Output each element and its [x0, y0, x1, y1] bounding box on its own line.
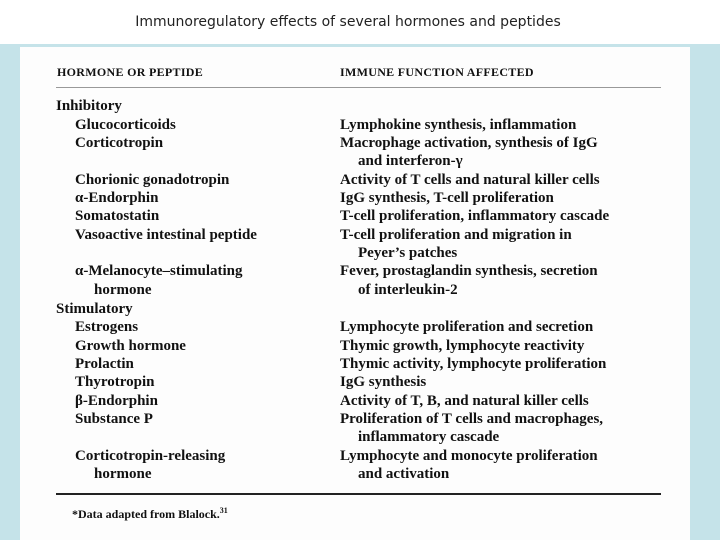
footnote [72, 506, 228, 522]
category-stimulatory: Stimulatory [56, 301, 133, 317]
hormone-growth-hormone: Growth hormone [75, 338, 186, 354]
hormone-vip: Vasoactive intestinal peptide [75, 227, 257, 243]
function-prolactin: Thymic activity, lymphocyte proliferation [340, 356, 607, 372]
footnote-ref: 31 [219, 506, 228, 515]
column-header-immune-function: IMMUNE FUNCTION AFFECTED [340, 65, 534, 79]
hormone-chorionic-gonadotropin: Chorionic gonadotropin [75, 172, 230, 188]
hormone-beta-endorphin: β-Endorphin [75, 393, 158, 409]
function-alpha-endorphin: IgG synthesis, T-cell proliferation [340, 190, 554, 206]
scanned-table-page [20, 47, 690, 540]
function-thyrotropin: IgG synthesis [340, 374, 427, 390]
hormone-msh: α-Melanocyte–stimulating [75, 263, 243, 279]
hormone-msh-cont: hormone [94, 282, 152, 298]
function-substance-p-cont: inflammatory cascade [358, 429, 500, 445]
header-divider [56, 87, 661, 88]
function-chorionic-gonadotropin: Activity of T cells and natural killer cells [340, 172, 600, 188]
function-msh-cont: of interleukin-2 [358, 282, 458, 298]
hormone-estrogens: Estrogens [75, 319, 139, 335]
function-substance-p: Proliferation of T cells and macrophages, [340, 411, 604, 427]
category-inhibitory: Inhibitory [56, 98, 122, 114]
hormone-prolactin: Prolactin [75, 356, 134, 372]
column-header-hormone: HORMONE OR PEPTIDE [57, 65, 204, 79]
function-crh-cont: and activation [358, 466, 450, 482]
function-somatostatin: T-cell proliferation, inflammatory cascade [340, 208, 610, 224]
function-vip-cont: Peyer’s patches [358, 245, 458, 261]
hormone-corticotropin: Corticotropin [75, 135, 164, 151]
function-corticotropin: Macrophage activation, synthesis of IgG [340, 135, 598, 151]
function-crh: Lymphocyte and monocyte proliferation [340, 448, 598, 464]
function-growth-hormone: Thymic growth, lymphocyte reactivity [340, 338, 585, 354]
function-estrogens: Lymphocyte proliferation and secretion [340, 319, 594, 335]
function-beta-endorphin: Activity of T, B, and natural killer cells [340, 393, 589, 409]
function-glucocorticoids: Lymphokine synthesis, inflammation [340, 117, 577, 133]
hormone-glucocorticoids: Glucocorticoids [75, 117, 176, 133]
table-bottom-rule [56, 493, 661, 495]
hormone-crh: Corticotropin-releasing [75, 448, 226, 464]
slide-title: Immunoregulatory effects of several hormones and peptides [135, 14, 561, 30]
hormone-alpha-endorphin: α-Endorphin [75, 190, 159, 206]
function-msh: Fever, prostaglandin synthesis, secretion [340, 263, 598, 279]
function-corticotropin-cont: and interferon-γ [358, 153, 463, 169]
function-vip: T-cell proliferation and migration in [340, 227, 572, 243]
hormone-somatostatin: Somatostatin [75, 208, 160, 224]
hormone-substance-p: Substance P [75, 411, 153, 427]
footnote-text: *Data adapted from Blalock. [72, 507, 220, 521]
hormone-thyrotropin: Thyrotropin [75, 374, 155, 390]
hormone-crh-cont: hormone [94, 466, 152, 482]
